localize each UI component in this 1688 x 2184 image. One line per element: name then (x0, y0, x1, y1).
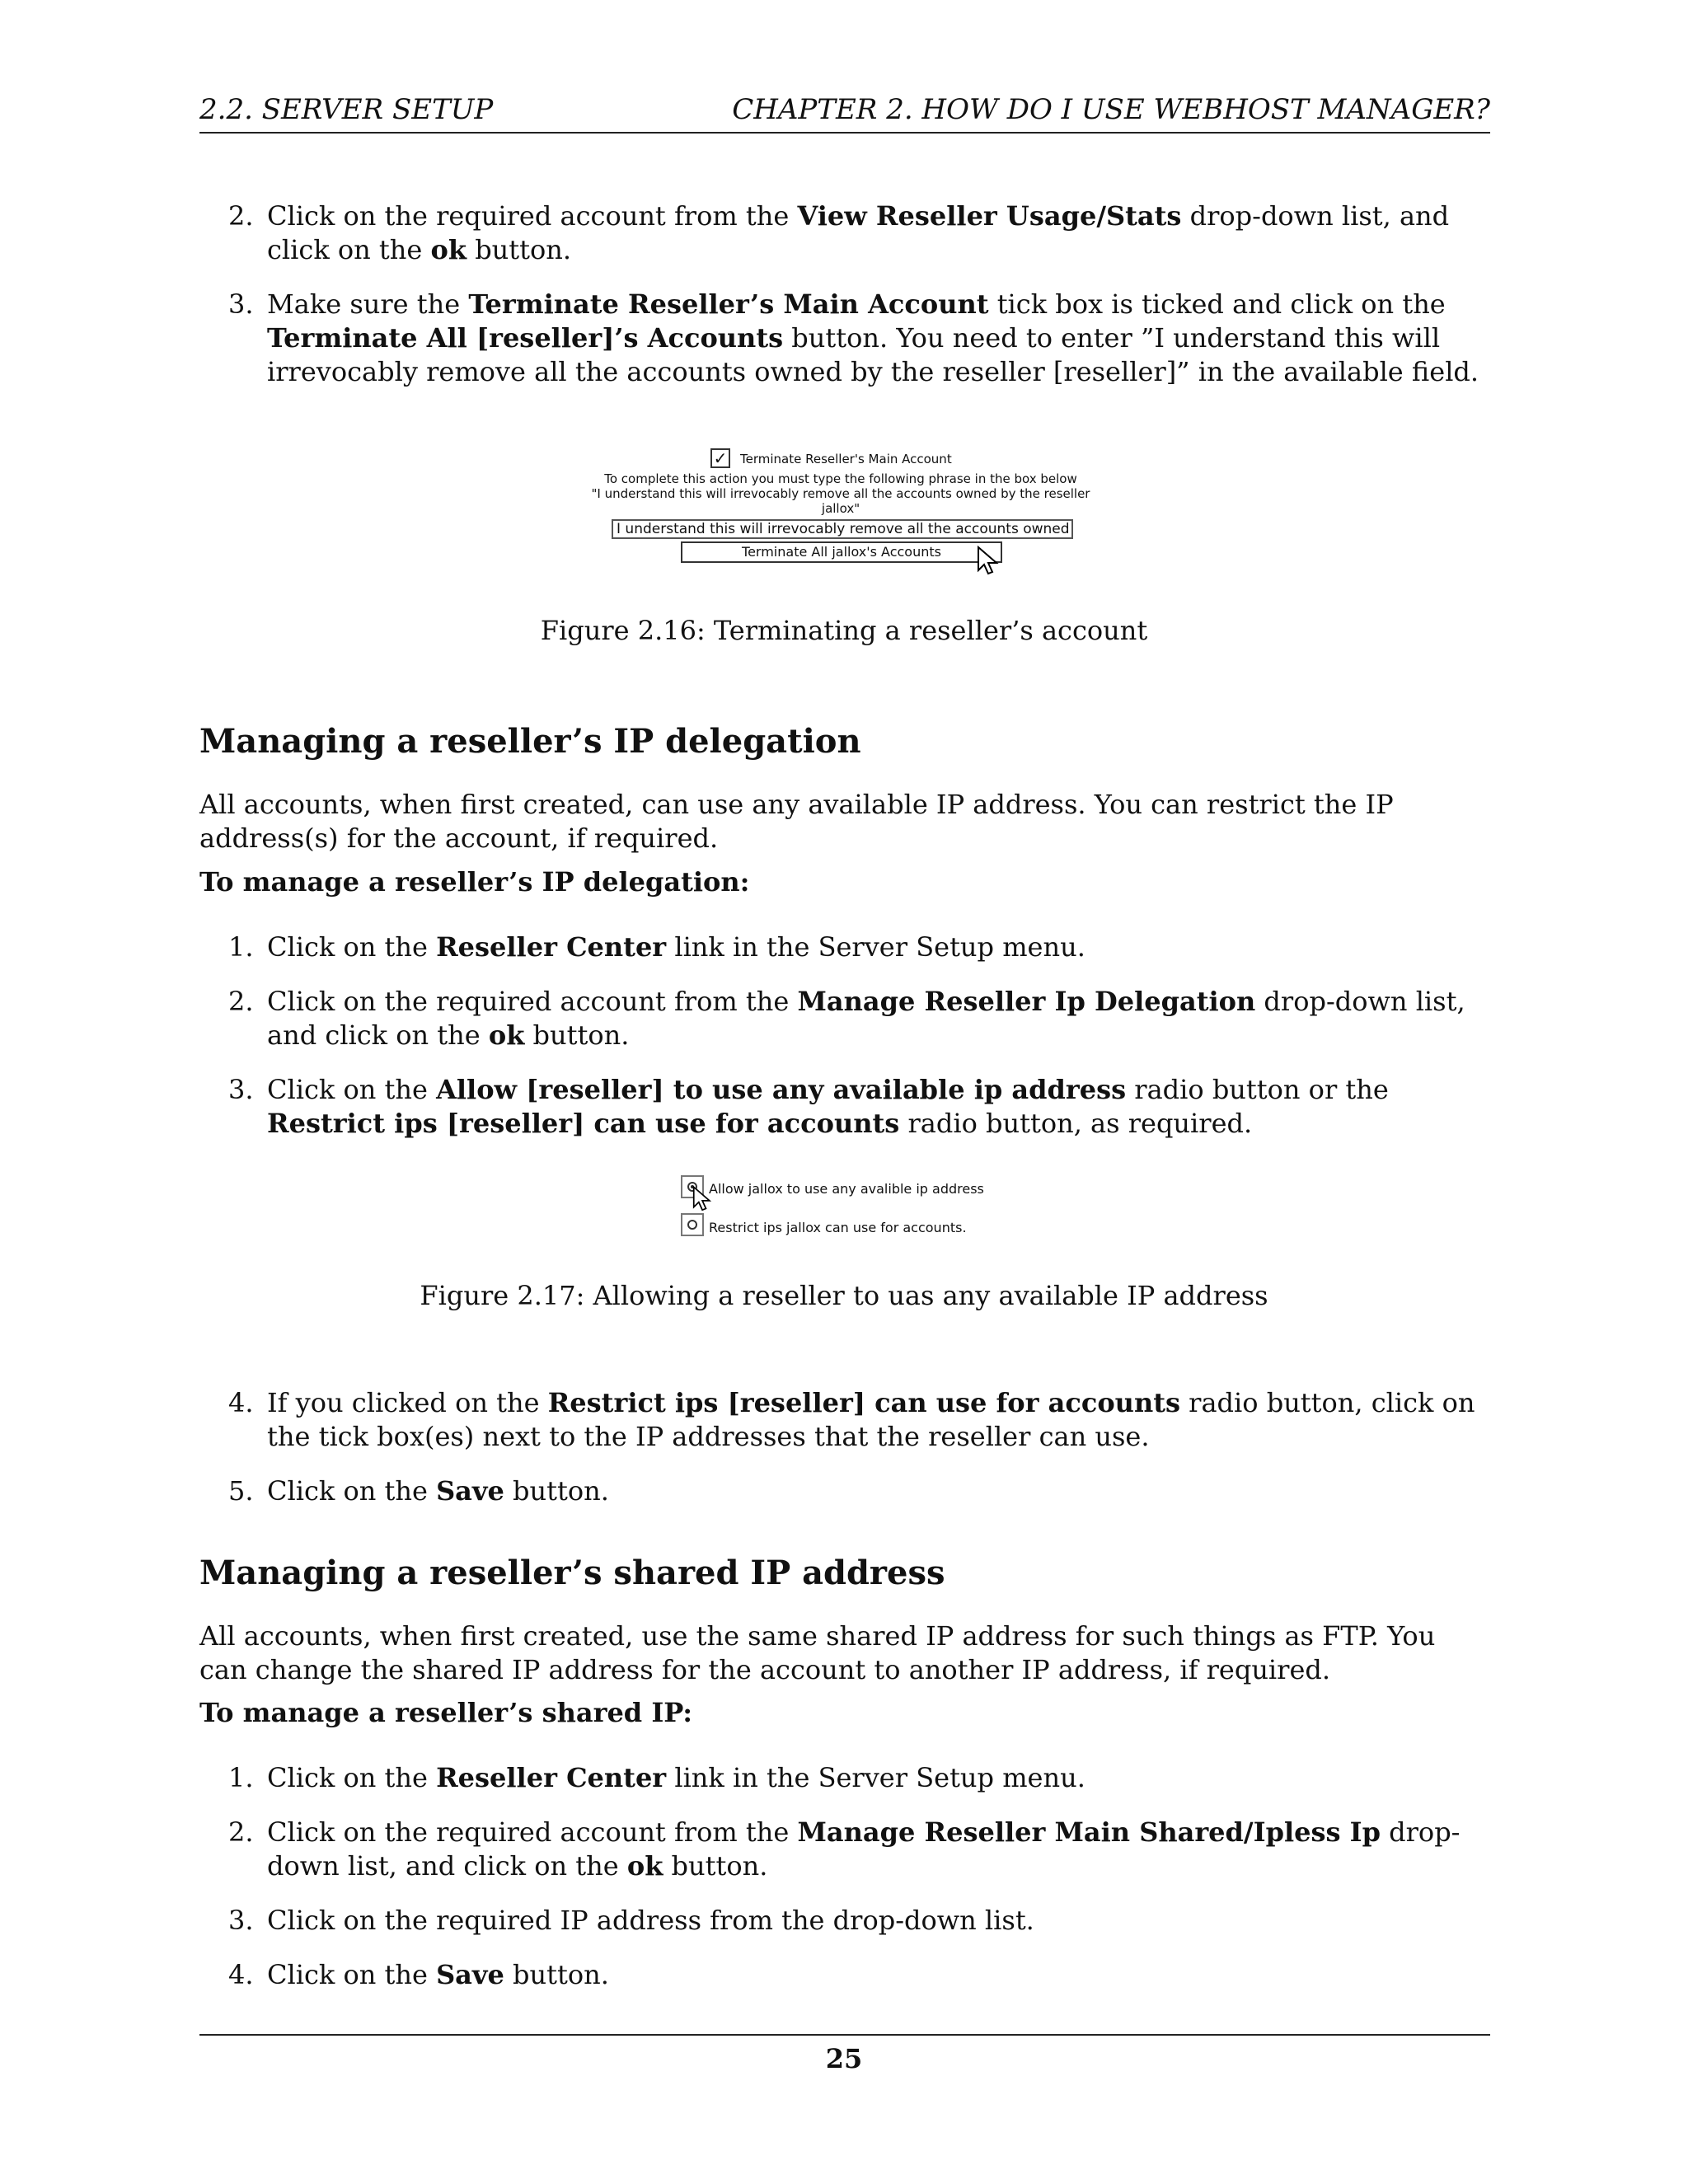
list-item-text (267, 931, 1085, 963)
text-run: Click on the required IP address from the drop-down list. (267, 1905, 1034, 1936)
text-run: button. You need to enter ”I understand this will irrevocably remove all the accounts owned by the reseller [reseller]” in the available field. (267, 322, 1479, 387)
text-run: radio button, click on the tick box(es) next to the IP addresses that the reseller can use. (267, 1387, 1475, 1452)
bold-term: Restrict ips [reseller] can use for accounts (267, 1108, 900, 1139)
instruction-line-2: "I understand this will irrevocably remove all the accounts owned by the reseller (591, 486, 1090, 501)
bold-term: Reseller Center (436, 931, 667, 963)
bold-term: Terminate Reseller’s Main Account (468, 288, 989, 320)
shared-ip-heading: Managing a reseller’s shared IP address (199, 1554, 945, 1592)
confirmation-phrase-input[interactable]: I understand this will irrevocably remove all the accounts owned (612, 519, 1073, 539)
bold-term: ok (488, 1019, 525, 1051)
figure-ip-delegation-options (676, 1170, 1047, 1244)
text-run: button. (467, 234, 572, 265)
list-item (199, 1386, 1490, 1454)
text-run: Make sure the (267, 288, 469, 320)
text-run: tick box is ticked and click on the (988, 288, 1446, 320)
page-number: 25 (825, 2043, 863, 2074)
text-run: Click on the (267, 1762, 437, 1793)
instruction-line-1: To complete this action you must type the following phrase in the box below (604, 471, 1077, 486)
text-run: button. (504, 1475, 609, 1507)
list-item-number: 3. (228, 1074, 254, 1105)
text-run: drop-down list, and click on the (267, 1816, 1461, 1882)
terminate-main-account-checkbox[interactable]: ✓ (710, 448, 730, 468)
header-chapter: CHAPTER 2. HOW DO I USE WEBHOST MANAGER? (732, 93, 1490, 126)
list-item-text (267, 1387, 1475, 1452)
list-item-number: 4. (228, 1959, 254, 1990)
figure-16-caption: Figure 2.16: Terminating a reseller’s account (540, 615, 1148, 646)
mouse-cursor-icon (692, 1185, 714, 1215)
list-item (199, 1958, 1490, 1992)
list-item (199, 1073, 1490, 1141)
text-run: If you clicked on the (267, 1387, 548, 1418)
list-item-text (267, 200, 1449, 265)
text-run: radio button or the (1126, 1074, 1389, 1105)
list-item-text (267, 288, 1479, 387)
ip-delegation-steps-continued (199, 1386, 1490, 1529)
bold-term: ok (430, 234, 467, 265)
list-item (199, 1904, 1490, 1938)
shared-ip-intro: All accounts, when first created, use the same shared IP address for such things as FTP. You can change the shared IP address for the account to another IP address, if required. (199, 1620, 1436, 1685)
ip-delegation-steps (199, 930, 1490, 1161)
instruction-line-3: jallox" (821, 501, 860, 516)
list-item-text (267, 1905, 1034, 1936)
checkbox-label: Terminate Reseller's Main Account (740, 452, 952, 466)
text-run: button. (663, 1850, 768, 1882)
shared-ip-procedure-label: To manage a reseller’s shared IP: (199, 1697, 693, 1728)
text-run: drop-down list, and click on the (267, 986, 1465, 1051)
bold-term: Save (436, 1475, 504, 1507)
ip-delegation-intro: All accounts, when first created, can use any available IP address. You can restrict the IP address(s) for the account, if required. (199, 789, 1394, 854)
bold-term: Save (436, 1959, 504, 1990)
list-item-text (267, 1816, 1460, 1882)
list-item (199, 930, 1490, 964)
list-item-text (267, 1074, 1389, 1139)
bold-term: View Reseller Usage/Stats (797, 200, 1182, 232)
top-steps-list (199, 199, 1490, 410)
footer-rule (199, 2034, 1490, 2036)
list-item-number: 3. (228, 1905, 254, 1936)
bold-term: Restrict ips [reseller] can use for accounts (547, 1387, 1180, 1418)
text-run: Click on the required account from the (267, 986, 798, 1017)
bold-term: Allow [reseller] to use any available ip address (436, 1074, 1127, 1105)
text-run: Click on the (267, 1074, 437, 1105)
bold-term: Manage Reseller Ip Delegation (797, 986, 1256, 1017)
list-item (199, 1816, 1490, 1883)
header-section: 2.2. SERVER SETUP (199, 93, 494, 126)
list-item-text (267, 1475, 609, 1507)
text-run: link in the Server Setup menu. (666, 1762, 1085, 1793)
bold-term: Manage Reseller Main Shared/Ipless Ip (797, 1816, 1381, 1848)
list-item (199, 985, 1490, 1052)
list-item-number: 1. (228, 931, 254, 963)
list-item (199, 1761, 1490, 1795)
text-run: link in the Server Setup menu. (666, 931, 1085, 963)
text-run: Click on the (267, 1475, 437, 1507)
restrict-ips-label: Restrict ips jallox can use for accounts. (709, 1220, 967, 1235)
ip-delegation-procedure-label: To manage a reseller’s IP delegation: (199, 866, 750, 898)
list-item-number: 2. (228, 1816, 254, 1848)
list-item (199, 1474, 1490, 1508)
text-run: Click on the (267, 931, 437, 963)
text-run: radio button, as required. (899, 1108, 1253, 1139)
text-run: drop-down list, and click on the (267, 200, 1450, 265)
list-item (199, 288, 1490, 389)
list-item-number: 2. (228, 200, 254, 232)
list-item-number: 4. (228, 1387, 254, 1418)
list-item-number: 5. (228, 1475, 254, 1507)
list-item (199, 199, 1490, 267)
shared-ip-steps (199, 1761, 1490, 2013)
bold-term: Reseller Center (436, 1762, 667, 1793)
list-item-text (267, 1762, 1085, 1793)
ip-delegation-heading: Managing a reseller’s IP delegation (199, 722, 861, 761)
list-item-number: 3. (228, 288, 254, 320)
text-run: Click on the (267, 1959, 437, 1990)
terminate-all-accounts-button[interactable]: Terminate All jallox's Accounts (681, 541, 1002, 563)
bold-term: ok (626, 1850, 663, 1882)
text-run: button. (524, 1019, 630, 1051)
restrict-ips-radio[interactable] (681, 1213, 704, 1236)
figure-terminate-reseller (552, 445, 1129, 581)
mouse-cursor-icon (977, 546, 1001, 579)
list-item-number: 2. (228, 986, 254, 1017)
running-header (199, 92, 1490, 134)
allow-any-ip-label: Allow jallox to use any avalible ip address (709, 1181, 984, 1197)
bold-term: Terminate All [reseller]’s Accounts (267, 322, 784, 354)
figure-17-caption: Figure 2.17: Allowing a reseller to uas any available IP address (420, 1280, 1268, 1311)
text-run: Click on the required account from the (267, 1816, 798, 1848)
list-item-text (267, 986, 1465, 1051)
list-item-number: 1. (228, 1762, 254, 1793)
text-run: button. (504, 1959, 609, 1990)
text-run: Click on the required account from the (267, 200, 798, 232)
list-item-text (267, 1959, 609, 1990)
